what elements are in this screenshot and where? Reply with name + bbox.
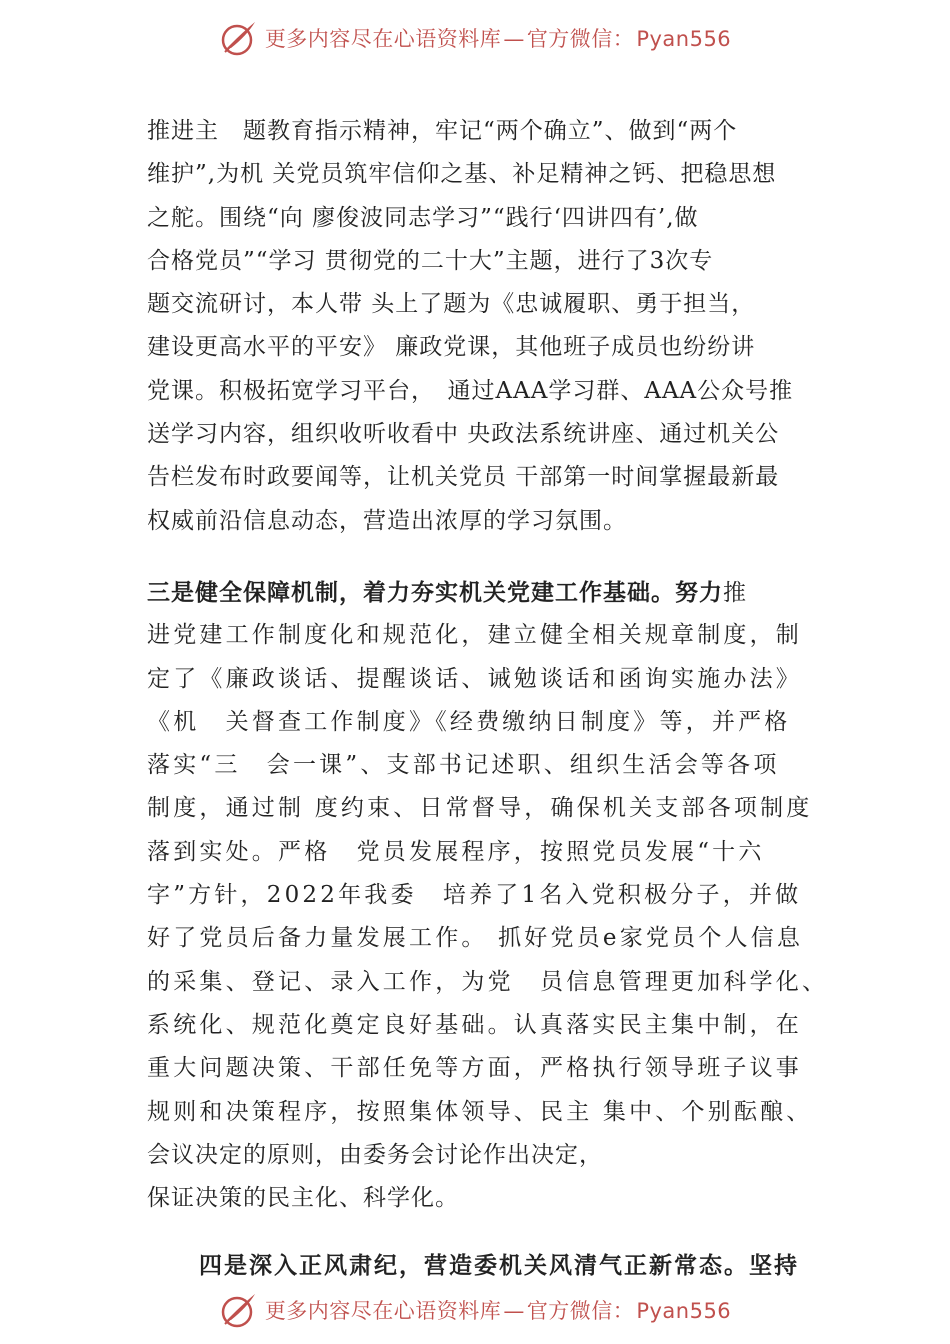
text-line: 之舵。围绕“向 廖俊波同志学习”“践行‘四讲四有’,做 [147,204,699,231]
text-line: 进党建工作制度化和规范化，建立健全相关规章制度，制 [147,622,802,649]
banner-text: 更多内容尽在心语资料库—官方微信：Pyan556 [264,27,732,51]
text-line: 字”方针，2022年我委 培养了1名入党积极分子，并做 [147,882,802,909]
document-body [147,110,867,1288]
text-line: 合格党员”“学习 贯彻党的二十大”主题，进行了3次专 [147,247,714,274]
text-line: 重大问题决策、干部任免等方面，严格执行领导班子议事 [147,1055,802,1082]
section-heading: 四是深入正风肃纪，营造委机关风清气正新常态。坚持 [199,1252,799,1280]
text-line: 制度，通过制 度约束、日常督导，确保机关支部各项制度 [147,795,813,822]
heading-tail: 推 [723,579,747,606]
section-heading-line [147,571,867,614]
paragraph-1 [147,110,867,543]
text-line: 维护”,为机 关党员筑牢信仰之基、补足精神之钙、把稳思想 [147,161,777,188]
text-line: 落实“三 会一课”、支部书记述职、组织生活会等各项 [147,752,780,779]
paragraph-2 [147,571,867,1220]
footer-banner [0,1280,950,1340]
text-line: 告栏发布时政要闻等，让机关党员 干部第一时间掌握最新最 [147,464,780,491]
text-line: 权威前沿信息动态，营造出浓厚的学习氛围。 [147,507,627,534]
text-line: 建设更高水平的平安》 廉政党课，其他班子成员也纷纷讲 [147,334,756,361]
text-line: 推进主 题教育指示精神，牢记“两个确立”、做到“两个 [147,118,738,144]
text-line: 的采集、登记、录入工作，为党 员信息管理更加科学化、 [147,968,829,995]
text-line: 题交流研讨，本人带 头上了题为《忠诚履职、勇于担当， [147,291,756,318]
text-line: 党课。积极拓宽学习平台， 通过AAA学习群、AAA公众号推 [147,377,794,404]
quill-logo-icon [219,18,259,58]
text-line: 定了《廉政谈话、提醒谈话、诫勉谈话和函询实施办法》 [147,665,802,692]
text-line: 保证决策的民主化、科学化。 [147,1185,459,1212]
text-line: 好了党员后备力量发展工作。 抓好党员e家党员个人信息 [147,925,804,952]
text-line: 会议决定的原则，由委务会讨论作出决定， [147,1141,603,1168]
banner-text: 更多内容尽在心语资料库—官方微信：Pyan556 [264,1299,732,1323]
text-line: 落到实处。严格 党员发展程序，按照党员发展“十六 [147,838,765,865]
text-line: 送学习内容，组织收听收看中 央政法系统讲座、通过机关公 [147,421,780,448]
header-banner [0,8,950,68]
section-heading: 三是健全保障机制，着力夯实机关党建工作基础。努力 [147,578,723,606]
text-line: 系统化、规范化奠定良好基础。认真落实民主集中制，在 [147,1011,802,1038]
quill-logo-icon [219,1290,259,1330]
text-line: 《机 关督查工作制度》《经费缴纳日制度》等，并严格 [147,708,791,735]
text-line: 规则和决策程序，按照集体领导、民主 集中、个别酝酿、 [147,1098,813,1125]
